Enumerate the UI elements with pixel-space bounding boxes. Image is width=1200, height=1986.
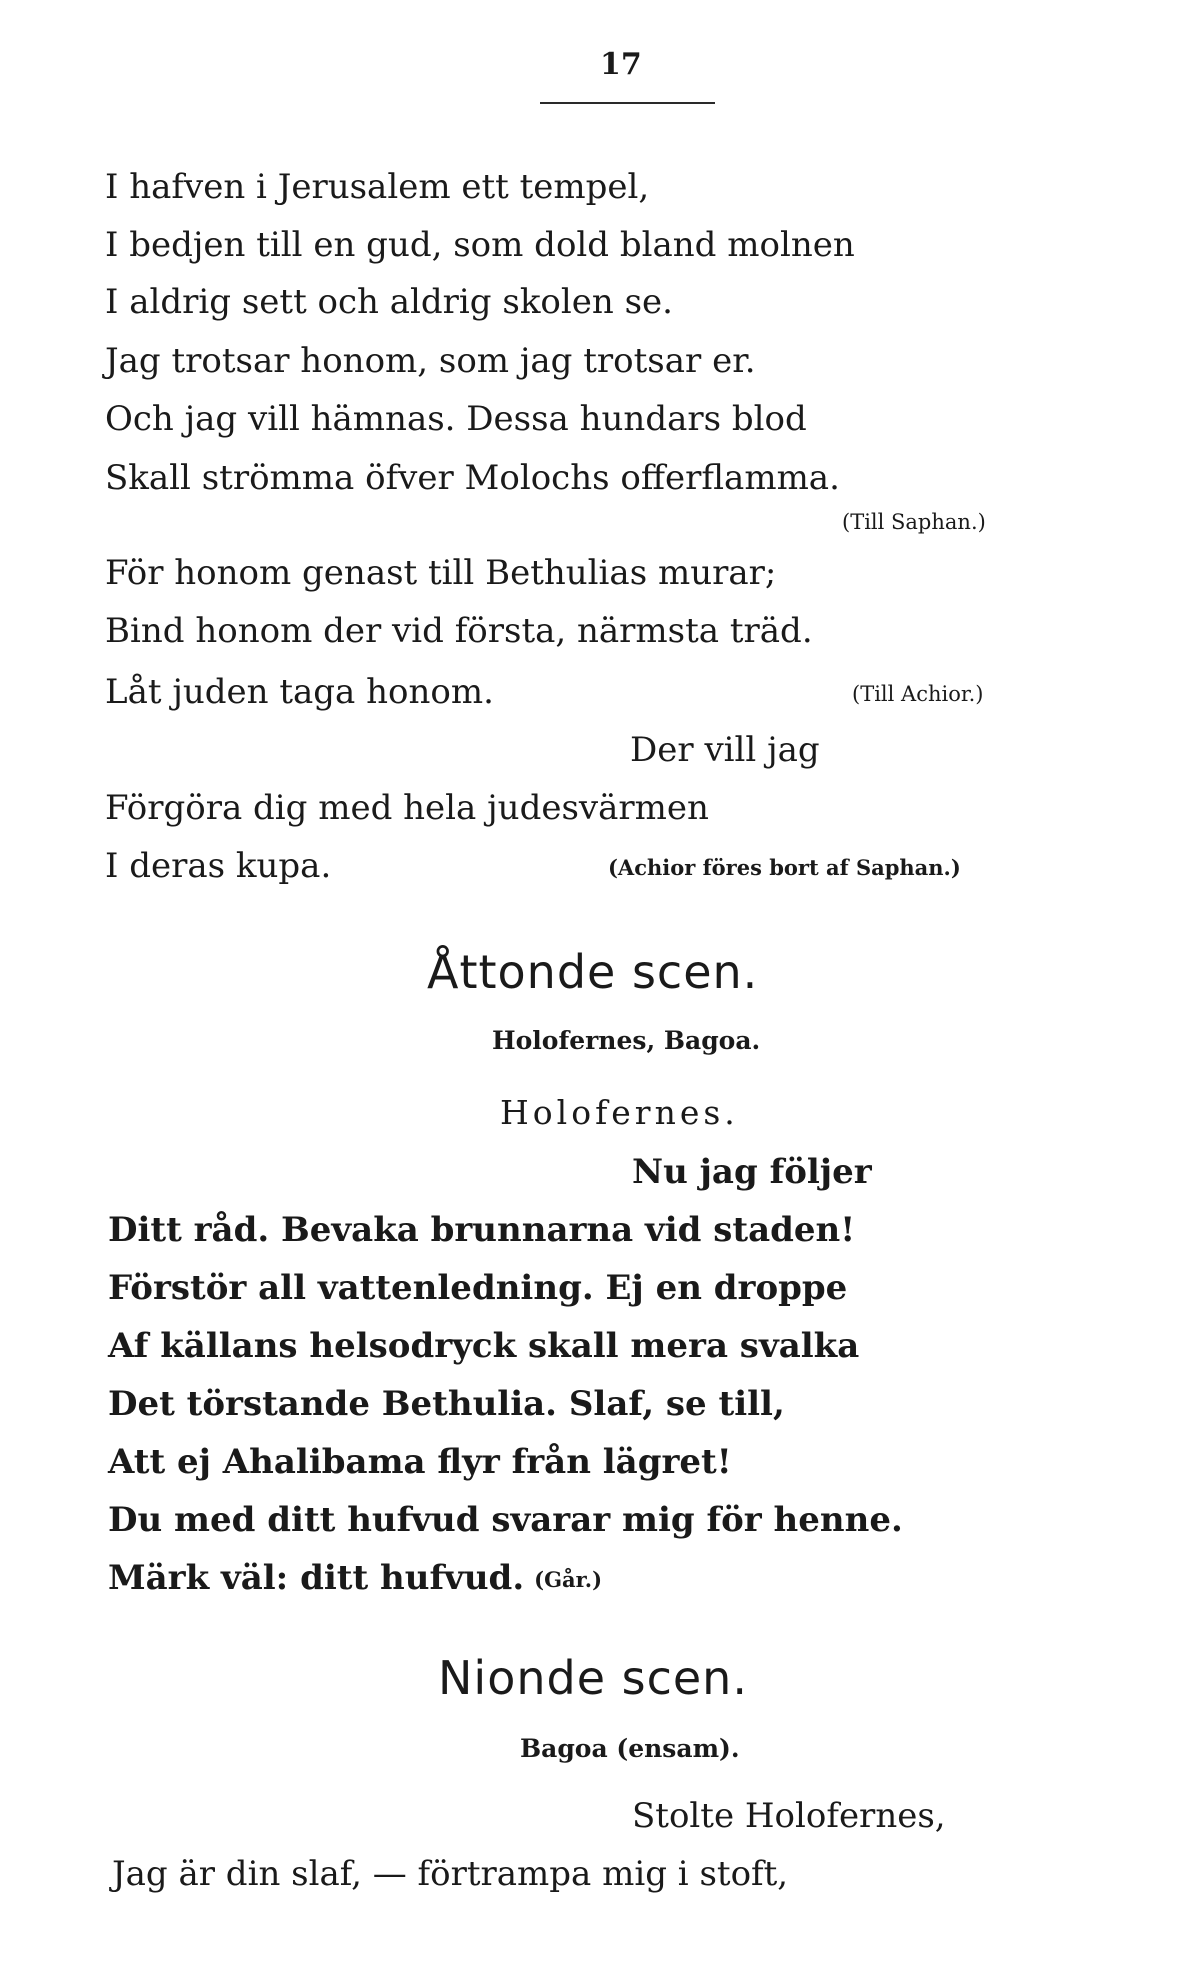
verse-line: Der vill jag [630,730,820,770]
verse-line: I hafven i Jerusalem ett tempel, [105,167,650,207]
scene-characters: Holofernes, Bagoa. [492,1026,761,1055]
scene-title: Åttonde scen. [427,945,759,999]
verse-line: Och jag vill hämnas. Dessa hundars blod [105,399,807,439]
verse-text: Märk väl: ditt hufvud. [108,1558,525,1598]
stage-direction: (Till Saphan.) [842,510,986,534]
verse-line: I deras kupa. [105,846,332,886]
verse-line: Förstör all vattenledning. Ej en droppe [108,1268,848,1308]
verse-line: Jag är din slaf, — förtrampa mig i stoft, [112,1854,789,1894]
verse-line: Ditt råd. Bevaka brunnarna vid staden! [108,1210,856,1250]
page-number: 17 [600,47,642,82]
verse-line: Stolte Holofernes, [632,1796,946,1836]
verse-line: Låt juden taga honom. [105,672,494,712]
verse-line: Jag trotsar honom, som jag trotsar er. [105,341,756,381]
verse-line: Du med ditt hufvud svarar mig för henne. [108,1500,903,1540]
verse-line: Af källans helsodryck skall mera svalka [108,1326,860,1366]
verse-line: I aldrig sett och aldrig skolen se. [105,282,673,322]
verse-line [108,1556,602,1600]
verse-line: Nu jag följer [632,1152,872,1192]
verse-line: Att ej Ahalibama flyr från lägret! [108,1442,732,1482]
header-rule [540,102,715,104]
verse-line: Skall strömma öfver Molochs offerflamma. [105,458,840,498]
scene-title: Nionde scen. [438,1651,748,1705]
verse-line: Bind honom der vid första, närmsta träd. [105,611,813,651]
verse-line: Förgöra dig med hela judesvärmen [105,788,709,828]
stage-direction: (Går.) [534,1567,603,1592]
speaker-name: Holofernes. [500,1093,739,1132]
verse-line: Det törstande Bethulia. Slaf, se till, [108,1384,785,1424]
scene-characters: Bagoa (ensam). [520,1734,740,1763]
verse-line: För honom genast till Bethulias murar; [105,553,777,593]
stage-direction: (Achior föres bort af Saphan.) [608,855,961,880]
stage-direction: (Till Achior.) [852,682,984,706]
verse-line: I bedjen till en gud, som dold bland molnen [105,225,855,265]
